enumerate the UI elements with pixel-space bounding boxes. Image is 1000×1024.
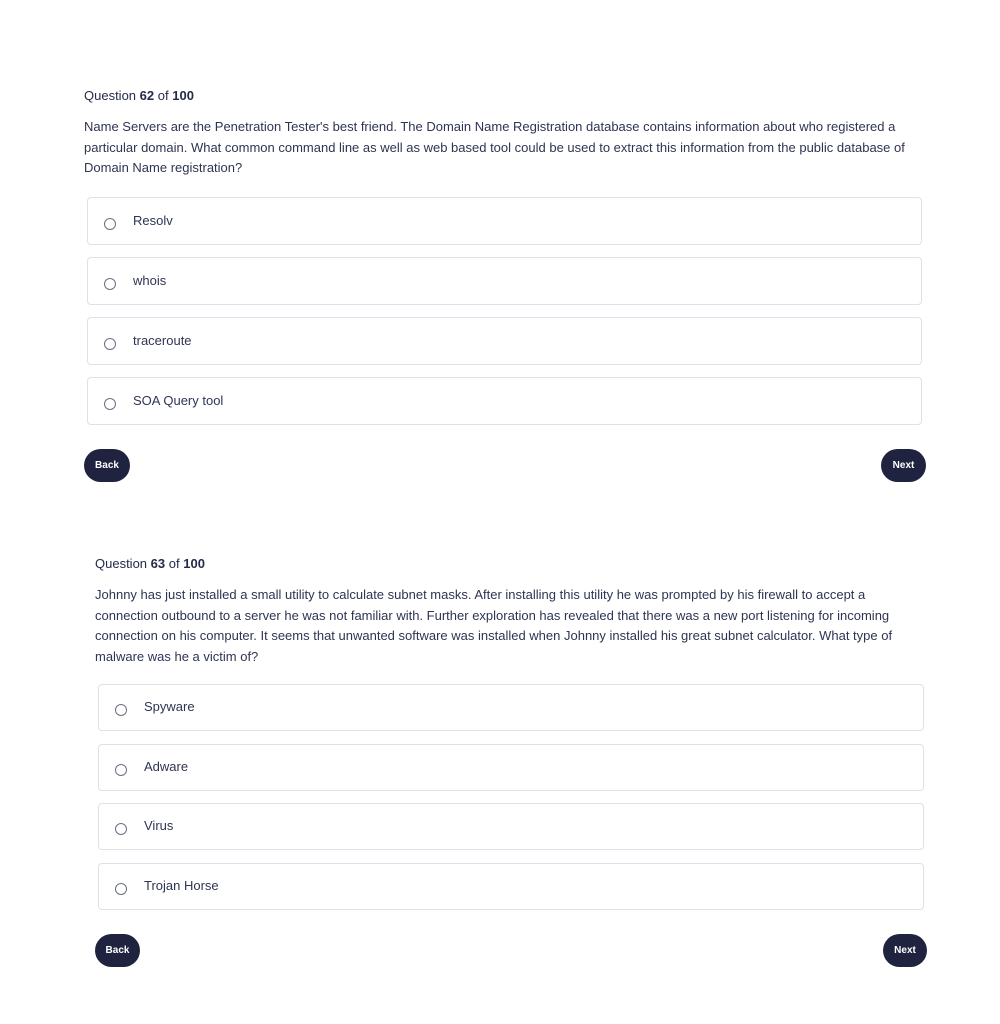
option-traceroute[interactable] bbox=[87, 317, 922, 365]
question-text: Name Servers are the Penetration Tester's best friend. The Domain Name Registration database contains information about who registered a particular domain. What common command line as well as web based tool could be used to extract this information from the public database of Domain Name registration? bbox=[84, 119, 905, 175]
question-counter: Question 62 of 100 bbox=[84, 88, 194, 103]
question-card-63 bbox=[95, 556, 925, 667]
option-label: Spyware bbox=[144, 699, 195, 714]
radio-button[interactable] bbox=[115, 823, 127, 835]
option-label: SOA Query tool bbox=[133, 392, 224, 408]
next-button[interactable]: Next bbox=[881, 449, 926, 482]
radio-button[interactable] bbox=[104, 338, 116, 350]
option-virus[interactable] bbox=[98, 803, 924, 850]
radio-button[interactable] bbox=[104, 278, 116, 290]
radio-button[interactable] bbox=[104, 218, 116, 230]
option-resolv[interactable] bbox=[87, 197, 922, 245]
question-counter: Question 63 of 100 bbox=[95, 556, 205, 571]
option-spyware[interactable] bbox=[98, 684, 924, 731]
next-button[interactable]: Next bbox=[883, 934, 927, 967]
option-trojan-horse[interactable] bbox=[98, 863, 924, 910]
question-card-62 bbox=[84, 88, 926, 179]
radio-button[interactable] bbox=[104, 398, 116, 410]
option-whois[interactable] bbox=[87, 257, 922, 305]
question-text: Johnny has just installed a small utility to calculate subnet masks. After installing this utility he was prompted by his firewall to accept a connection outbound to a server he was not familiar with. Further exploration has revealed that there was a new port listening for incoming connection on his computer. It seems that unwanted software was installed when Johnny installed his great subnet calculator. What type of malware was he a victim of? bbox=[95, 587, 893, 664]
back-button[interactable]: Back bbox=[95, 934, 140, 967]
option-soa-query-tool[interactable] bbox=[87, 377, 922, 425]
option-adware[interactable] bbox=[98, 744, 924, 791]
option-label: traceroute bbox=[133, 332, 192, 348]
option-label: whois bbox=[133, 272, 167, 288]
option-label: Resolv bbox=[133, 212, 173, 228]
radio-button[interactable] bbox=[115, 764, 127, 776]
option-label: Trojan Horse bbox=[144, 878, 219, 893]
option-label: Virus bbox=[144, 818, 174, 833]
option-label: Adware bbox=[144, 759, 189, 774]
radio-button[interactable] bbox=[115, 883, 127, 895]
back-button[interactable]: Back bbox=[84, 449, 130, 482]
radio-button[interactable] bbox=[115, 704, 127, 716]
